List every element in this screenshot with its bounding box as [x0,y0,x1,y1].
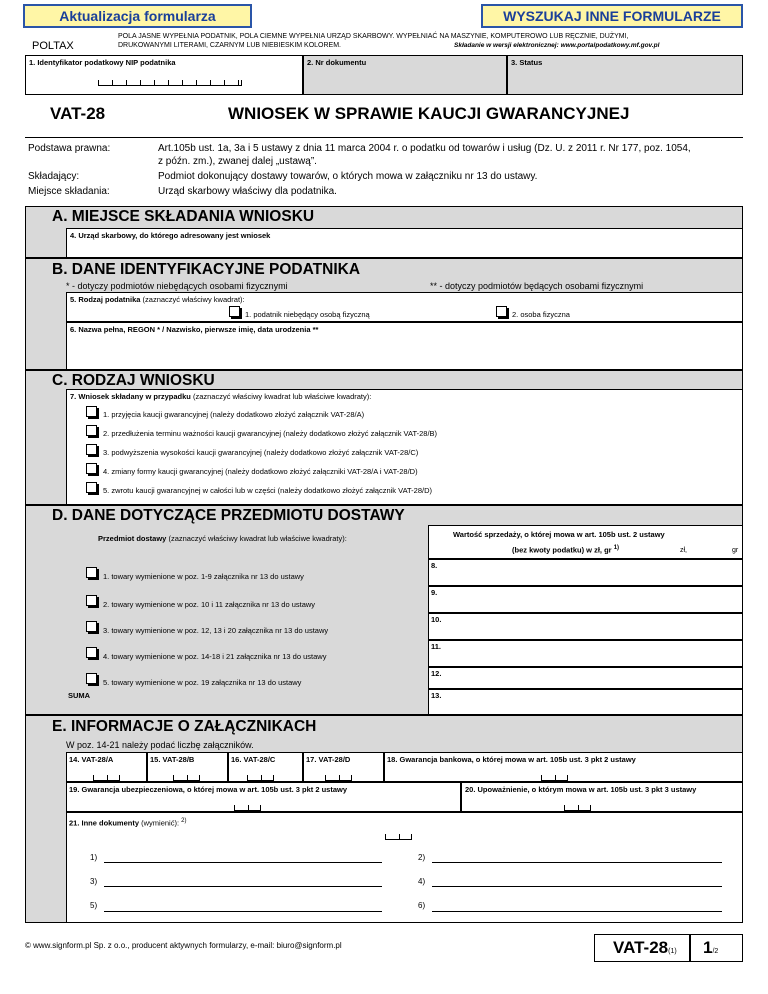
other-doc-5-input[interactable] [104,911,382,912]
section-b-title: B. DANE IDENTYFIKACYJNE PODATNIKA [52,261,361,278]
other-doc-4-input[interactable] [432,886,722,887]
field-8-label: 8. [431,561,438,570]
other-documents-ticks [385,834,412,840]
sales-value-header-line2: (bez kwoty podatku) w zł, gr $^{1)}$ [512,545,620,555]
filer-text: Podmiot dokonujący dostawy towarów, o których mowa w załączniku nr 13 do ustawy. [158,171,538,182]
note-natural-person: ** - dotyczy podmiotów będących osobami fizycznymi [430,281,644,291]
other-doc-6-label: 6) [418,901,426,910]
bank-guarantee-ticks [541,775,568,781]
sales-value-sum-field[interactable] [428,689,743,715]
request-accept-label: 1. przyjęcia kaucji gwarancyjnej (należy dodatkowo złożyć załącznik VAT-28/A) [103,410,365,419]
request-type-label: 7. Wniosek składany w przypadku (zaznaczyć właściwy kwadrat lub właściwe kwadraty): [70,392,372,401]
vat28d-label: 17. VAT-28/D [306,755,351,764]
status-field [507,55,743,95]
insurance-guarantee-ticks [234,805,261,811]
request-increase-checkbox[interactable] [86,444,97,455]
other-documents-label: 21. Inne dokumenty (wymienić): $^{2)}$ [69,818,187,828]
request-extend-label: 2. przedłużenia terminu ważności kaucji gwarancyjnej (należy dodatkowo złożyć załącznik VAT-28/B) [103,429,438,438]
legal-basis-text-2: z późn. zm.), zwanej dalej „ustawą”. [158,156,317,167]
request-extend-checkbox[interactable] [86,425,97,436]
filing-place-label: Miejsce składania: [28,186,110,197]
sum-label: SUMA [68,691,91,700]
sales-value-field-10[interactable] [428,613,743,640]
nip-label: 1. Identyfikator podatkowy NIP podatnika [29,58,176,67]
gr-unit: gr [732,547,739,554]
form-title: WNIOSEK W SPRAWIE KAUCJI GWARANCYJNEJ [228,104,630,123]
legal-basis-text-1: Art.105b ust. 1a, 3a i 5 ustawy z dnia 11 marca 2004 r. o podatku od towarów i usług (Dz. U. z 2011 r. Nr 177, poz. 1054, [158,143,691,154]
request-accept-checkbox[interactable] [86,406,97,417]
request-refund-checkbox[interactable] [86,482,97,493]
other-doc-3-input[interactable] [104,886,382,887]
authorization-label: 20. Upoważnienie, o którym mowa w art. 105b ust. 3 pkt 3 ustawy [465,785,697,794]
other-doc-3-label: 3) [90,877,98,886]
vat28a-ticks [93,775,120,781]
goods-12-13-20-label: 3. towary wymienione w poz. 12, 13 i 20 załącznika nr 13 do ustawy [103,626,329,635]
goods-1-9-checkbox[interactable] [86,567,97,578]
vat28c-label: 16. VAT-28/C [231,755,276,764]
form-code: VAT-28 [50,104,106,123]
filing-place-text: Urząd skarbowy właściwy dla podatnika. [158,186,337,197]
footer-form-code: VAT-28(1) [613,938,677,957]
vat28d-ticks [325,775,352,781]
goods-14-18-21-checkbox[interactable] [86,647,97,658]
taxpayer-natural-person-label: 2. osoba fizyczna [512,310,570,319]
vat28b-label: 15. VAT-28/B [150,755,195,764]
zl-unit: zł, [680,547,687,554]
sales-value-header-line1: Wartość sprzedaży, o której mowa w art. 105b ust. 2 ustawy [453,530,665,539]
sales-value-field-11[interactable] [428,640,743,667]
bank-guarantee-label: 18. Gwarancja bankowa, o której mowa w art. 105b ust. 3 pkt 2 ustawy [387,755,636,764]
vat28c-ticks [247,775,274,781]
tax-office-label: 4. Urząd skarbowy, do którego adresowany jest wniosek [70,231,271,240]
sales-value-field-12[interactable] [428,667,743,689]
taxpayer-legal-entity-label: 1. podatnik niebędący osobą fizyczną [245,310,370,319]
attachments-note: W poz. 14-21 należy podać liczbę załączników. [66,740,254,750]
goods-19-label: 5. towary wymienione w poz. 19 załącznika nr 13 do ustawy [103,678,302,687]
vat28a-label: 14. VAT-28/A [69,755,114,764]
section-d-title: D. DANE DOTYCZĄCE PRZEDMIOTU DOSTAWY [52,507,405,524]
field-10-label: 10. [431,615,442,624]
other-doc-1-label: 1) [90,853,98,862]
document-number-label: 2. Nr dokumentu [307,58,367,67]
fill-instructions-2: DRUKOWANYMI LITERAMI, CZARNYM LUB NIEBIESKIM KOLOREM. [118,42,341,49]
sales-value-field-9[interactable] [428,586,743,613]
copyright-text: © www.signform.pl Sp. z o.o., producent aktywnych formularzy, e-mail: biuro@signform.pl [25,941,342,950]
legal-separator [25,137,743,138]
other-doc-5-label: 5) [90,901,98,910]
field-13-label: 13. [431,691,442,700]
insurance-guarantee-label: 19. Gwarancja ubezpieczeniowa, o której mowa w art. 105b ust. 3 pkt 2 ustawy [69,785,348,794]
other-doc-2-label: 2) [418,853,426,862]
request-refund-label: 5. zwrotu kaucji gwarancyjnej w całości lub w części (należy dodatkowo złożyć załącznik VAT-28/D) [103,486,433,495]
taxpayer-legal-entity-checkbox[interactable] [229,306,240,317]
search-forms-button[interactable]: WYSZUKAJ INNE FORMULARZE [481,4,743,28]
section-c-title: C. RODZAJ WNIOSKU [52,372,215,389]
taxpayer-type-label: 5. Rodzaj podatnika (zaznaczyć właściwy kwadrat): [70,295,245,304]
other-documents-field [66,812,743,923]
legal-basis-label: Podstawa prawna: [28,143,111,154]
filer-label: Składający: [28,171,80,182]
other-doc-2-input[interactable] [432,862,722,863]
electronic-filing-note: Składanie w wersji elektronicznej: www.portalpodatkowy.mf.gov.pl [454,42,660,49]
update-form-button[interactable]: Aktualizacja formularza [23,4,252,28]
goods-1-9-label: 1. towary wymienione w poz. 1-9 załącznika nr 13 do ustawy [103,572,304,581]
sales-value-field-8[interactable] [428,559,743,586]
other-doc-1-input[interactable] [104,862,382,863]
request-change-form-label: 4. zmiany formy kaucji gwarancyjnej (należy dodatkowo złożyć załączniki VAT-28/A i VAT-28/D) [103,467,418,476]
section-e-title: E. INFORMACJE O ZAŁĄCZNIKACH [52,718,317,735]
poltax-label: POLTAX [32,40,74,52]
section-a-title: A. MIEJSCE SKŁADANIA WNIOSKU [52,208,315,225]
footer-page-number: 1/2 [703,938,719,957]
goods-19-checkbox[interactable] [86,673,97,684]
status-label: 3. Status [511,58,543,67]
other-doc-6-input[interactable] [432,911,722,912]
goods-10-11-label: 2. towary wymienione w poz. 10 i 11 załącznika nr 13 do ustawy [103,600,316,609]
nip-digit-ticks [98,80,242,86]
note-legal-entity: * - dotyczy podmiotów niebędących osobami fizycznymi [66,281,288,291]
field-12-label: 12. [431,669,442,678]
field-9-label: 9. [431,588,438,597]
request-change-form-checkbox[interactable] [86,463,97,474]
fill-instructions-1: POLA JASNE WYPEŁNIA PODATNIK, POLA CIEMNE WYPEŁNIA URZĄD SKARBOWY. WYPEŁNIAĆ NA MASZYNIE, KOMPUTEROWO LUB RĘCZNIE, DUŻYMI, [118,33,629,40]
request-increase-label: 3. podwyższenia wysokości kaucji gwarancyjnej (należy dodatkowo złożyć załącznik VAT-28/C) [103,448,419,457]
field-11-label: 11. [431,642,442,651]
goods-10-11-checkbox[interactable] [86,595,97,606]
taxpayer-natural-person-checkbox[interactable] [496,306,507,317]
authorization-ticks [564,805,591,811]
full-name-label: 6. Nazwa pełna, REGON * / Nazwisko, pierwsze imię, data urodzenia ** [70,325,319,334]
delivery-subject-header: Przedmiot dostawy (zaznaczyć właściwy kwadrat lub właściwe kwadraty): [98,534,347,543]
goods-14-18-21-label: 4. towary wymienione w poz. 14-18 i 21 załącznika nr 13 do ustawy [103,652,327,661]
other-doc-4-label: 4) [418,877,426,886]
goods-12-13-20-checkbox[interactable] [86,621,97,632]
vat28b-ticks [173,775,200,781]
